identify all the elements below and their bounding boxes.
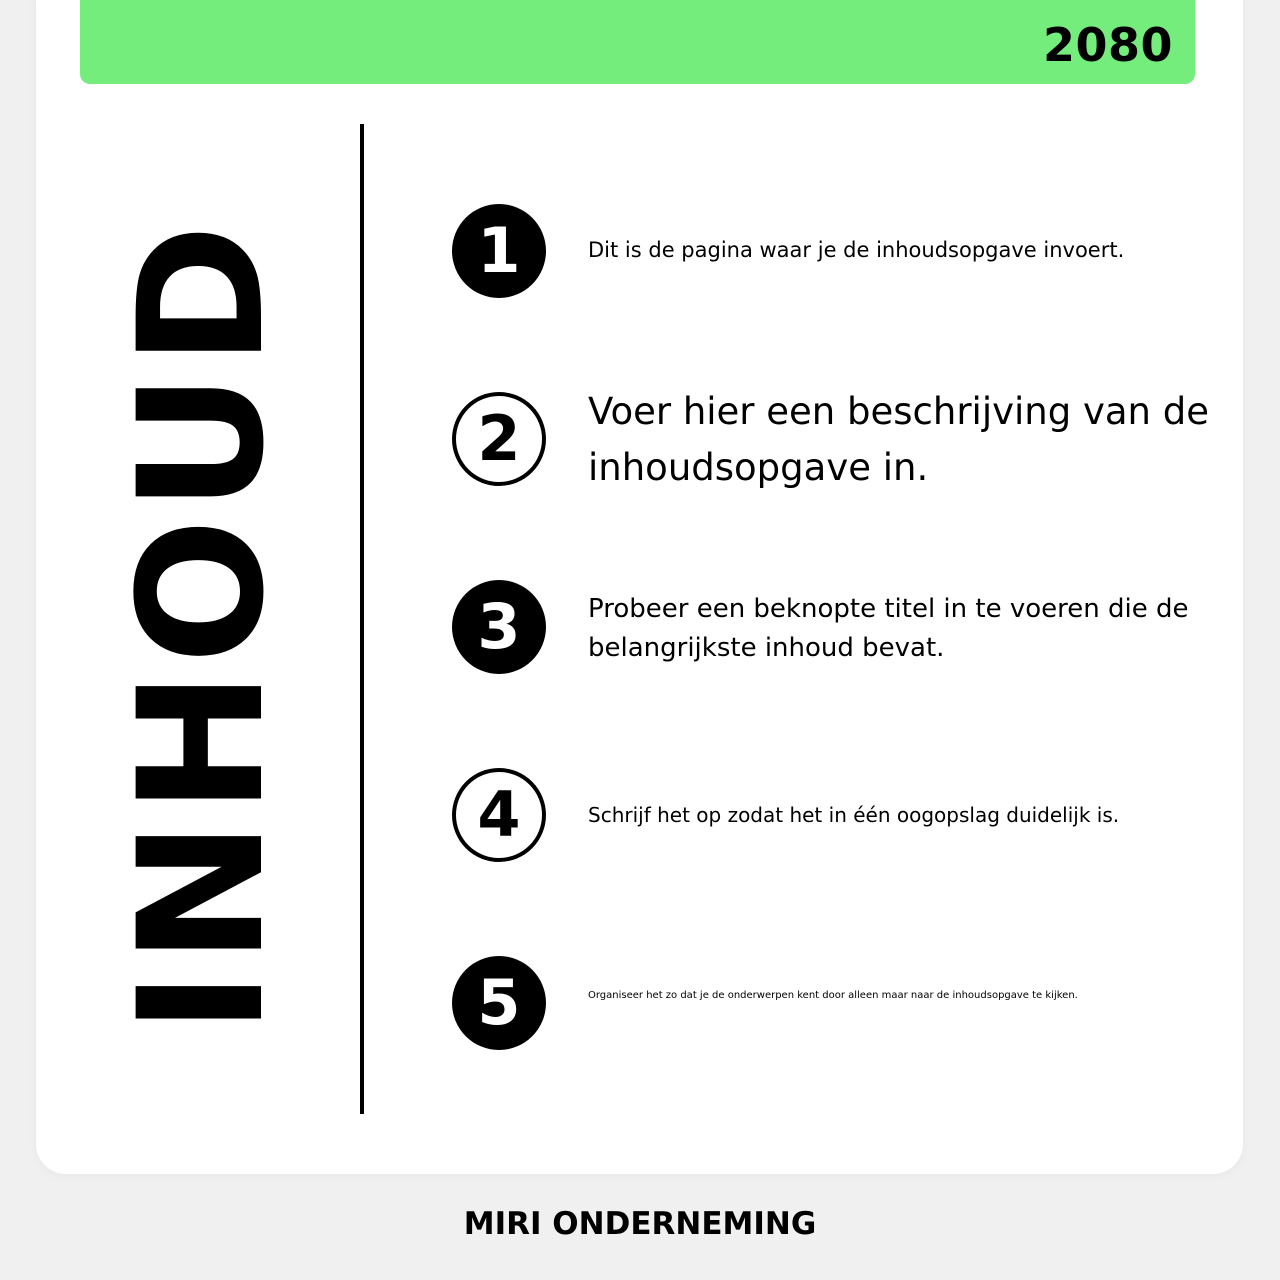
toc-item-text-2: Voer hier een beschrijving van de inhoudsopgave in. xyxy=(588,390,1210,489)
toc-item-text-5: Organiseer het zo dat je de onderwerpen kent door alleen maar naar de inhoudsopgave te kijken. xyxy=(588,990,1078,1001)
number-badge-5: 5 xyxy=(452,956,546,1050)
number-badge-1: 1 xyxy=(452,204,546,298)
number-badge-3: 3 xyxy=(452,580,546,674)
toc-item-text-4: Schrijf het op zodat het in één oogopslag duidelijk is. xyxy=(588,803,1120,827)
toc-item-text-1: Dit is de pagina waar je de inhoudsopgave invoert. xyxy=(588,238,1125,262)
vertical-divider xyxy=(360,124,364,1114)
number-badge-2: 2 xyxy=(452,392,546,486)
header-banner xyxy=(80,0,1195,84)
year-label: 2080 xyxy=(1042,18,1173,72)
footer-brand: MIRI ONDERNEMING xyxy=(463,1206,817,1242)
number-badge-4: 4 xyxy=(452,768,546,862)
toc-item-text-3: Probeer een beknopte titel in te voeren die de belangrijkste inhoud bevat. xyxy=(588,594,1189,663)
page-title: INHOUD xyxy=(101,217,302,1035)
